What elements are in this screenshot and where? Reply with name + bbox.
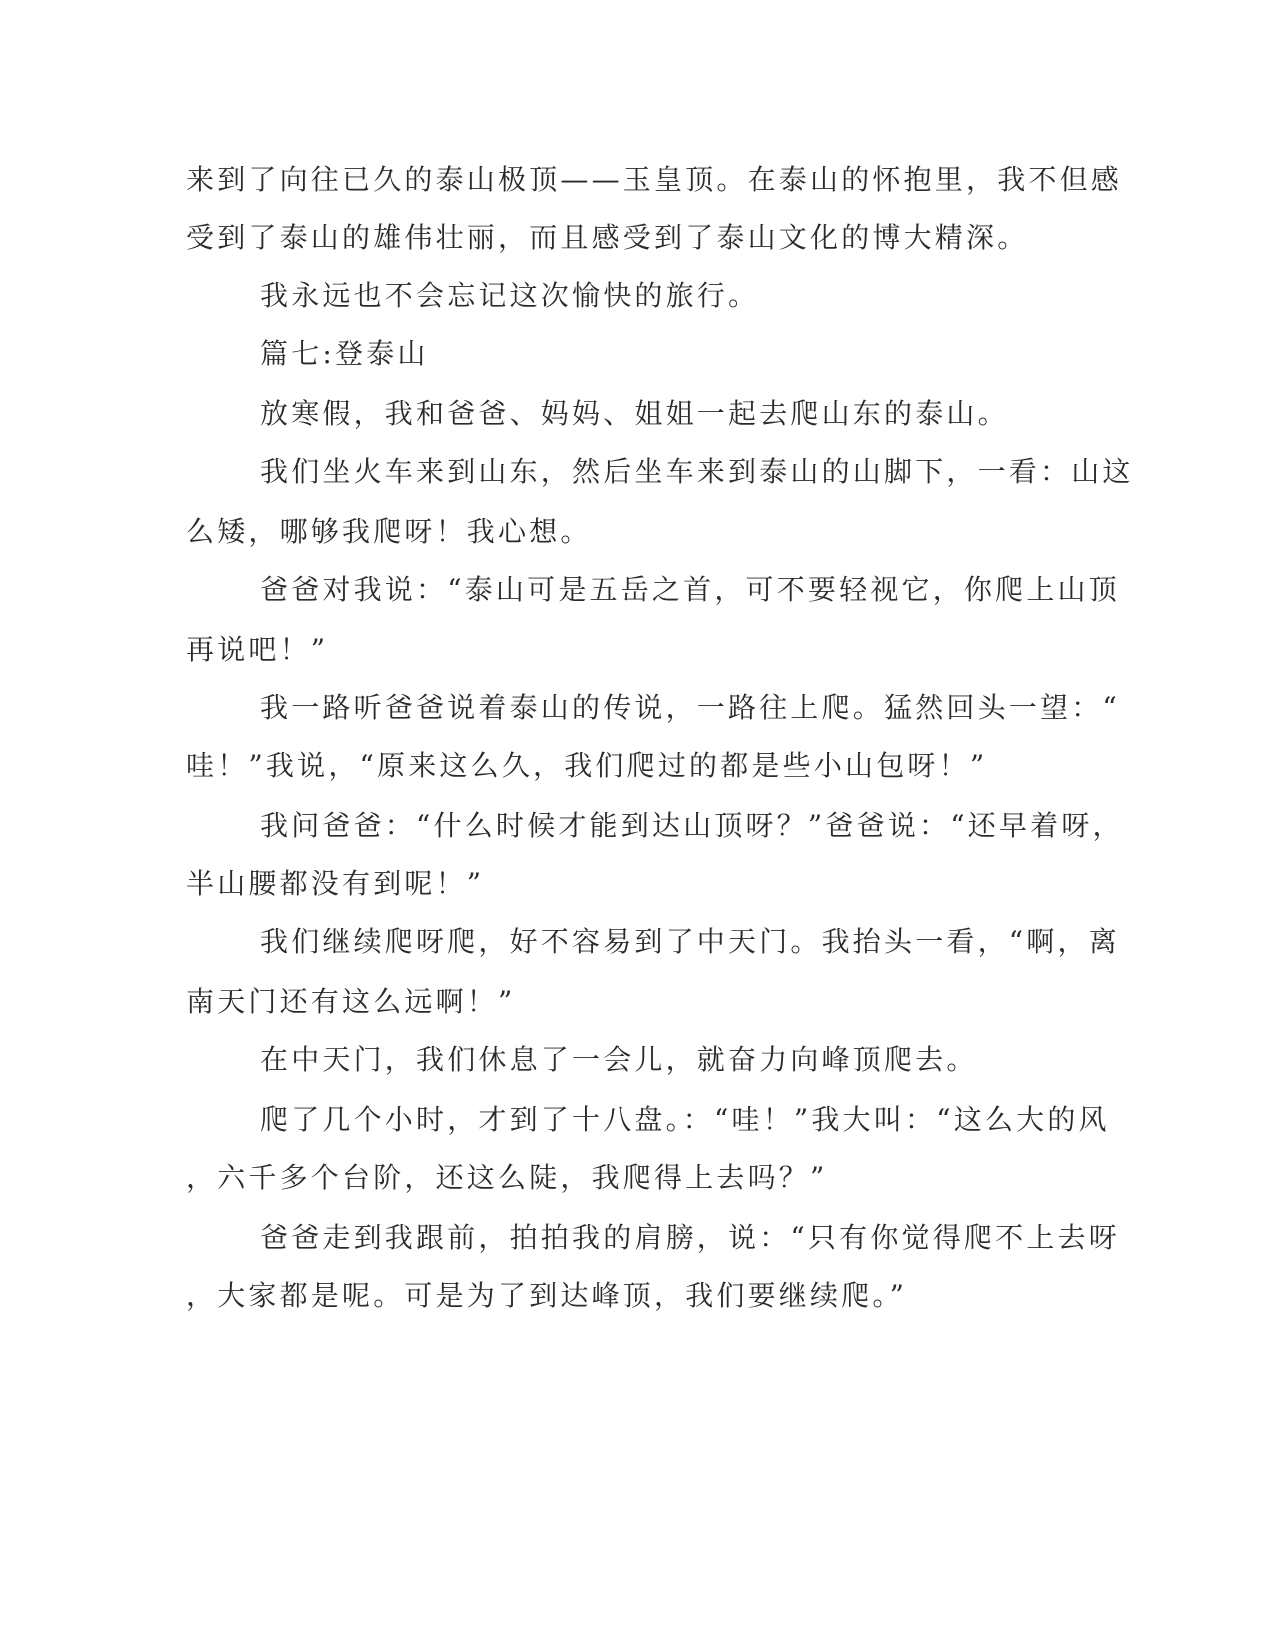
text-line-10: 我一路听爸爸说着泰山的传说，一路往上爬。猛然回头一望：“: [260, 691, 1120, 724]
text-line-13: 半山腰都没有到呢！”: [186, 867, 485, 900]
text-line-14: 我们继续爬呀爬，好不容易到了中天门。我抬头一看，“啊，离: [260, 925, 1120, 958]
text-line-8: 爸爸对我说：“泰山可是五岳之首，可不要轻视它，你爬上山顶: [260, 573, 1120, 606]
text-line-12: 我问爸爸：“什么时候才能到达山顶呀？”爸爸说：“还早着呀，: [260, 809, 1124, 842]
text-line-11: 哇！”我说，“原来这么久，我们爬过的都是些小山包呀！”: [186, 749, 988, 782]
text-line-15: 南天门还有这么远啊！”: [186, 985, 516, 1018]
text-line-19: 爸爸走到我跟前，拍拍我的肩膀，说：“只有你觉得爬不上去呀: [260, 1221, 1120, 1254]
text-line-18: ，六千多个台阶，还这么陡，我爬得上去吗？”: [186, 1161, 828, 1194]
text-line-5: 放寒假，我和爸爸、妈妈、姐姐一起去爬山东的泰山。: [260, 397, 1009, 430]
text-line-20: ，大家都是呢。可是为了到达峰顶，我们要继续爬。”: [186, 1279, 908, 1312]
section-heading: 篇七:登泰山: [260, 337, 429, 370]
text-line-6: 我们坐火车来到山东，然后坐车来到泰山的山脚下，一看：山这: [260, 455, 1134, 488]
text-line-7: 么矮，哪够我爬呀！我心想。: [186, 515, 592, 548]
text-line-16: 在中天门，我们休息了一会儿，就奋力向峰顶爬去。: [260, 1043, 978, 1076]
text-line-3: 我永远也不会忘记这次愉快的旅行。: [260, 279, 760, 312]
text-line-17: 爬了几个小时，才到了十八盘。：“哇！”我大叫：“这么大的风: [260, 1103, 1110, 1136]
text-line-2: 受到了泰山的雄伟壮丽，而且感受到了泰山文化的博大精深。: [186, 221, 1029, 254]
text-line-1: 来到了向往已久的泰山极顶——玉皇顶。在泰山的怀抱里，我不但感: [186, 163, 1123, 196]
text-line-9: 再说吧！”: [186, 633, 329, 666]
